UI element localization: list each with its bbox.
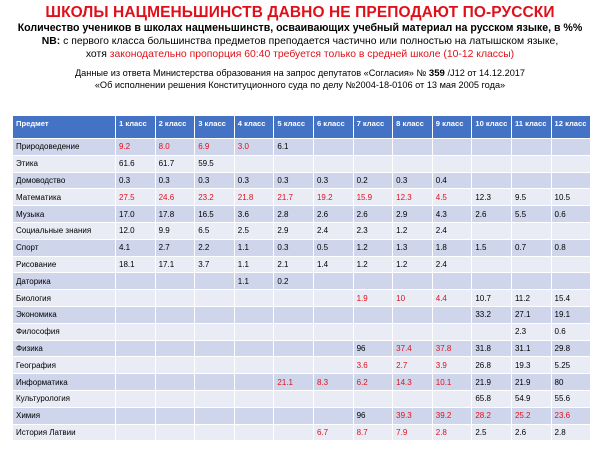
value-cell: 0.3 — [155, 172, 195, 189]
table-row — [13, 206, 591, 223]
table-body — [13, 139, 591, 441]
value-cell: 2.4 — [313, 222, 353, 239]
value-cell: 2.6 — [511, 424, 551, 441]
value-cell — [353, 306, 393, 323]
column-header-grade: 4 класс — [234, 116, 274, 139]
source-pre: Данные из ответа Министерства образования на запрос депутатов «Согласия» № — [74, 68, 429, 78]
value-cell — [234, 290, 274, 307]
value-cell: 55.6 — [551, 390, 591, 407]
value-cell — [195, 424, 235, 441]
value-cell — [511, 256, 551, 273]
value-cell — [432, 390, 472, 407]
value-cell: 2.4 — [432, 222, 472, 239]
value-cell: 21.9 — [511, 374, 551, 391]
value-cell — [511, 273, 551, 290]
value-cell: 15.4 — [551, 290, 591, 307]
value-cell: 21.1 — [274, 374, 314, 391]
value-cell: 24.6 — [155, 189, 195, 206]
value-cell — [234, 407, 274, 424]
subject-cell: Физика — [13, 340, 116, 357]
value-cell — [313, 155, 353, 172]
value-cell: 1.1 — [234, 273, 274, 290]
value-cell: 8.3 — [313, 374, 353, 391]
value-cell: 8.0 — [155, 139, 195, 156]
value-cell: 4.1 — [116, 239, 156, 256]
value-cell: 31.1 — [511, 340, 551, 357]
value-cell: 0.5 — [313, 239, 353, 256]
value-cell: 0.2 — [353, 172, 393, 189]
value-cell: 27.5 — [116, 189, 156, 206]
value-cell: 3.6 — [353, 357, 393, 374]
value-cell — [393, 306, 433, 323]
source-line-1 — [0, 68, 600, 80]
value-cell — [432, 155, 472, 172]
value-cell: 2.6 — [313, 206, 353, 223]
value-cell: 0.6 — [551, 206, 591, 223]
table-row — [13, 357, 591, 374]
value-cell: 1.5 — [472, 239, 512, 256]
value-cell — [116, 273, 156, 290]
value-cell: 19.3 — [511, 357, 551, 374]
subject-cell: Математика — [13, 189, 116, 206]
value-cell — [313, 357, 353, 374]
column-header-grade: 12 класс — [551, 116, 591, 139]
value-cell — [155, 374, 195, 391]
subtitle: Количество учеников в школах нацменьшинств, осваивающих учебный материал на русском языке, в %% — [17, 22, 583, 34]
value-cell: 1.4 — [313, 256, 353, 273]
value-cell — [551, 273, 591, 290]
value-cell: 10.1 — [432, 374, 472, 391]
value-cell: 1.2 — [353, 239, 393, 256]
value-cell: 2.6 — [472, 206, 512, 223]
subject-cell: Социальные знания — [13, 222, 116, 239]
value-cell: 54.9 — [511, 390, 551, 407]
value-cell — [313, 273, 353, 290]
value-cell — [393, 139, 433, 156]
table-header-row — [13, 116, 591, 139]
value-cell — [195, 340, 235, 357]
subject-cell: Даторика — [13, 273, 116, 290]
value-cell — [274, 407, 314, 424]
table-row — [13, 340, 591, 357]
value-cell: 2.2 — [195, 239, 235, 256]
value-cell — [234, 340, 274, 357]
value-cell: 61.7 — [155, 155, 195, 172]
value-cell: 2.5 — [234, 222, 274, 239]
source-note — [0, 68, 600, 91]
value-cell: 28.2 — [472, 407, 512, 424]
value-cell: 12.0 — [116, 222, 156, 239]
value-cell: 2.1 — [274, 256, 314, 273]
value-cell: 12.3 — [393, 189, 433, 206]
subject-cell: Экономика — [13, 306, 116, 323]
value-cell — [393, 390, 433, 407]
subject-cell: Домоводство — [13, 172, 116, 189]
value-cell — [155, 407, 195, 424]
value-cell — [472, 323, 512, 340]
value-cell — [472, 155, 512, 172]
table-row — [13, 374, 591, 391]
value-cell: 1.2 — [353, 256, 393, 273]
value-cell — [274, 340, 314, 357]
nb2-red-text: законодательно пропорция 60:40 требуется только в средней школе (10-12 классы) — [109, 49, 515, 60]
value-cell — [511, 222, 551, 239]
subject-cell: Химия — [13, 407, 116, 424]
value-cell — [393, 323, 433, 340]
value-cell: 1.1 — [234, 239, 274, 256]
value-cell — [274, 306, 314, 323]
column-header-grade: 6 класс — [313, 116, 353, 139]
subject-cell: География — [13, 357, 116, 374]
page-title: ШКОЛЫ НАЦМЕНЬШИНСТВ ДАВНО НЕ ПРЕПОДАЮТ ПО-РУССКИ — [45, 4, 555, 21]
value-cell — [313, 407, 353, 424]
value-cell: 0.8 — [551, 239, 591, 256]
value-cell — [116, 340, 156, 357]
value-cell — [353, 323, 393, 340]
value-cell: 5.25 — [551, 357, 591, 374]
column-header-grade: 8 класс — [393, 116, 433, 139]
value-cell: 39.2 — [432, 407, 472, 424]
value-cell — [551, 172, 591, 189]
value-cell: 1.2 — [393, 222, 433, 239]
value-cell: 1.9 — [353, 290, 393, 307]
subject-cell: История Латвии — [13, 424, 116, 441]
value-cell: 19.1 — [551, 306, 591, 323]
value-cell: 2.3 — [353, 222, 393, 239]
value-cell — [472, 273, 512, 290]
table-row — [13, 323, 591, 340]
value-cell: 37.4 — [393, 340, 433, 357]
table-row — [13, 290, 591, 307]
value-cell — [195, 323, 235, 340]
value-cell — [274, 290, 314, 307]
value-cell — [393, 273, 433, 290]
value-cell — [511, 139, 551, 156]
value-cell: 8.7 — [353, 424, 393, 441]
value-cell: 0.3 — [393, 172, 433, 189]
subject-cell: Информатика — [13, 374, 116, 391]
value-cell — [313, 139, 353, 156]
value-cell — [353, 139, 393, 156]
table-row — [13, 239, 591, 256]
value-cell — [551, 155, 591, 172]
value-cell — [511, 172, 551, 189]
value-cell — [195, 357, 235, 374]
column-header-grade: 11 класс — [511, 116, 551, 139]
value-cell — [551, 222, 591, 239]
value-cell: 26.8 — [472, 357, 512, 374]
table-row — [13, 273, 591, 290]
nb-note — [0, 35, 600, 48]
value-cell: 0.3 — [234, 172, 274, 189]
value-cell — [432, 139, 472, 156]
value-cell — [116, 407, 156, 424]
value-cell — [353, 273, 393, 290]
value-cell — [155, 357, 195, 374]
value-cell: 14.3 — [393, 374, 433, 391]
value-cell — [195, 390, 235, 407]
value-cell — [234, 424, 274, 441]
subject-cell: Биология — [13, 290, 116, 307]
value-cell: 0.3 — [116, 172, 156, 189]
source-line-2: «Об исполнении решения Конституционного суда по делу №2004-18-0106 от 13 мая 2005 года» — [94, 79, 506, 90]
value-cell: 17.1 — [155, 256, 195, 273]
value-cell — [234, 306, 274, 323]
value-cell: 0.4 — [432, 172, 472, 189]
value-cell: 7.9 — [393, 424, 433, 441]
value-cell: 2.7 — [155, 239, 195, 256]
subject-cell: Культурология — [13, 390, 116, 407]
value-cell: 0.2 — [274, 273, 314, 290]
data-table — [12, 115, 591, 441]
value-cell — [155, 306, 195, 323]
value-cell: 11.2 — [511, 290, 551, 307]
value-cell — [234, 323, 274, 340]
value-cell: 6.5 — [195, 222, 235, 239]
value-cell — [313, 290, 353, 307]
value-cell: 39.3 — [393, 407, 433, 424]
value-cell: 6.9 — [195, 139, 235, 156]
value-cell: 0.7 — [511, 239, 551, 256]
value-cell: 27.1 — [511, 306, 551, 323]
column-header-grade: 1 класс — [116, 116, 156, 139]
nb-text: с первого класса большинства предметов преподается частично или полностью на латышском языке, — [60, 36, 559, 47]
value-cell — [313, 390, 353, 407]
column-header-grade: 7 класс — [353, 116, 393, 139]
value-cell — [155, 424, 195, 441]
value-cell — [155, 273, 195, 290]
value-cell — [195, 306, 235, 323]
subject-cell: Спорт — [13, 239, 116, 256]
subject-cell: Рисование — [13, 256, 116, 273]
table-row — [13, 390, 591, 407]
value-cell — [116, 424, 156, 441]
value-cell: 6.7 — [313, 424, 353, 441]
value-cell — [432, 323, 472, 340]
value-cell — [551, 256, 591, 273]
value-cell — [393, 155, 433, 172]
data-table-wrap — [12, 115, 590, 441]
value-cell: 10.7 — [472, 290, 512, 307]
value-cell: 9.9 — [155, 222, 195, 239]
value-cell: 1.1 — [234, 256, 274, 273]
value-cell — [432, 273, 472, 290]
value-cell — [274, 323, 314, 340]
value-cell: 29.8 — [551, 340, 591, 357]
value-cell — [234, 390, 274, 407]
value-cell: 3.7 — [195, 256, 235, 273]
value-cell: 17.8 — [155, 206, 195, 223]
value-cell: 6.2 — [353, 374, 393, 391]
value-cell: 0.3 — [313, 172, 353, 189]
subject-cell: Музыка — [13, 206, 116, 223]
table-row — [13, 256, 591, 273]
value-cell — [234, 357, 274, 374]
value-cell: 9.2 — [116, 139, 156, 156]
value-cell: 96 — [353, 340, 393, 357]
value-cell: 2.8 — [274, 206, 314, 223]
table-row — [13, 306, 591, 323]
value-cell: 1.3 — [393, 239, 433, 256]
value-cell — [274, 155, 314, 172]
source-post: /J12 от 14.12.2017 — [444, 68, 526, 78]
nb-note-2 — [0, 48, 600, 61]
value-cell: 9.5 — [511, 189, 551, 206]
value-cell: 0.6 — [551, 323, 591, 340]
value-cell: 59.5 — [195, 155, 235, 172]
value-cell: 18.1 — [116, 256, 156, 273]
value-cell: 2.9 — [274, 222, 314, 239]
value-cell — [155, 340, 195, 357]
subject-cell: Природоведение — [13, 139, 116, 156]
value-cell: 33.2 — [472, 306, 512, 323]
value-cell — [116, 357, 156, 374]
column-header-grade: 2 класс — [155, 116, 195, 139]
value-cell — [511, 155, 551, 172]
value-cell: 15.9 — [353, 189, 393, 206]
value-cell: 96 — [353, 407, 393, 424]
value-cell: 1.8 — [432, 239, 472, 256]
nb2-text: хотя — [85, 49, 110, 60]
value-cell: 0.3 — [274, 239, 314, 256]
value-cell — [116, 306, 156, 323]
value-cell: 21.8 — [234, 189, 274, 206]
value-cell — [274, 390, 314, 407]
value-cell: 3.9 — [432, 357, 472, 374]
column-header-grade: 5 класс — [274, 116, 314, 139]
nb-label: NB: — [41, 36, 61, 47]
value-cell: 21.7 — [274, 189, 314, 206]
value-cell: 31.8 — [472, 340, 512, 357]
value-cell: 2.8 — [432, 424, 472, 441]
value-cell — [432, 306, 472, 323]
value-cell — [234, 374, 274, 391]
value-cell: 2.8 — [551, 424, 591, 441]
value-cell — [195, 290, 235, 307]
value-cell: 2.9 — [393, 206, 433, 223]
value-cell: 0.3 — [274, 172, 314, 189]
column-header-grade: 10 класс — [472, 116, 512, 139]
value-cell — [472, 222, 512, 239]
value-cell: 2.6 — [353, 206, 393, 223]
value-cell — [353, 390, 393, 407]
value-cell: 4.5 — [432, 189, 472, 206]
value-cell — [472, 139, 512, 156]
value-cell: 21.9 — [472, 374, 512, 391]
source-number: 359 — [428, 68, 445, 79]
value-cell: 5.5 — [511, 206, 551, 223]
value-cell: 3.0 — [234, 139, 274, 156]
table-row — [13, 222, 591, 239]
value-cell — [353, 155, 393, 172]
value-cell — [274, 424, 314, 441]
value-cell: 2.3 — [511, 323, 551, 340]
table-row — [13, 424, 591, 441]
value-cell: 23.2 — [195, 189, 235, 206]
value-cell: 61.6 — [116, 155, 156, 172]
value-cell — [195, 374, 235, 391]
value-cell: 2.5 — [472, 424, 512, 441]
value-cell: 25.2 — [511, 407, 551, 424]
table-row — [13, 139, 591, 156]
value-cell: 4.3 — [432, 206, 472, 223]
subject-cell: Этика — [13, 155, 116, 172]
value-cell: 3.6 — [234, 206, 274, 223]
column-header-subject: Предмет — [13, 116, 116, 139]
value-cell: 19.2 — [313, 189, 353, 206]
table-row — [13, 172, 591, 189]
value-cell: 16.5 — [195, 206, 235, 223]
column-header-grade: 3 класс — [195, 116, 235, 139]
value-cell: 4.4 — [432, 290, 472, 307]
value-cell: 17.0 — [116, 206, 156, 223]
table-row — [13, 155, 591, 172]
table-row — [13, 189, 591, 206]
value-cell: 12.3 — [472, 189, 512, 206]
value-cell — [313, 306, 353, 323]
value-cell — [116, 374, 156, 391]
value-cell — [274, 357, 314, 374]
value-cell — [472, 256, 512, 273]
value-cell — [116, 323, 156, 340]
value-cell — [551, 139, 591, 156]
value-cell: 10.5 — [551, 189, 591, 206]
value-cell — [313, 323, 353, 340]
column-header-grade: 9 класс — [432, 116, 472, 139]
value-cell: 10 — [393, 290, 433, 307]
value-cell — [116, 390, 156, 407]
value-cell: 6.1 — [274, 139, 314, 156]
value-cell: 0.3 — [195, 172, 235, 189]
table-row — [13, 407, 591, 424]
value-cell — [155, 323, 195, 340]
value-cell: 65.8 — [472, 390, 512, 407]
value-cell — [472, 172, 512, 189]
value-cell — [195, 273, 235, 290]
value-cell — [155, 290, 195, 307]
value-cell — [234, 155, 274, 172]
value-cell — [155, 390, 195, 407]
value-cell: 80 — [551, 374, 591, 391]
value-cell — [313, 340, 353, 357]
value-cell: 1.2 — [393, 256, 433, 273]
value-cell: 23.6 — [551, 407, 591, 424]
value-cell: 37.8 — [432, 340, 472, 357]
value-cell — [116, 290, 156, 307]
subject-cell: Философия — [13, 323, 116, 340]
value-cell: 2.7 — [393, 357, 433, 374]
value-cell: 2.4 — [432, 256, 472, 273]
value-cell — [195, 407, 235, 424]
